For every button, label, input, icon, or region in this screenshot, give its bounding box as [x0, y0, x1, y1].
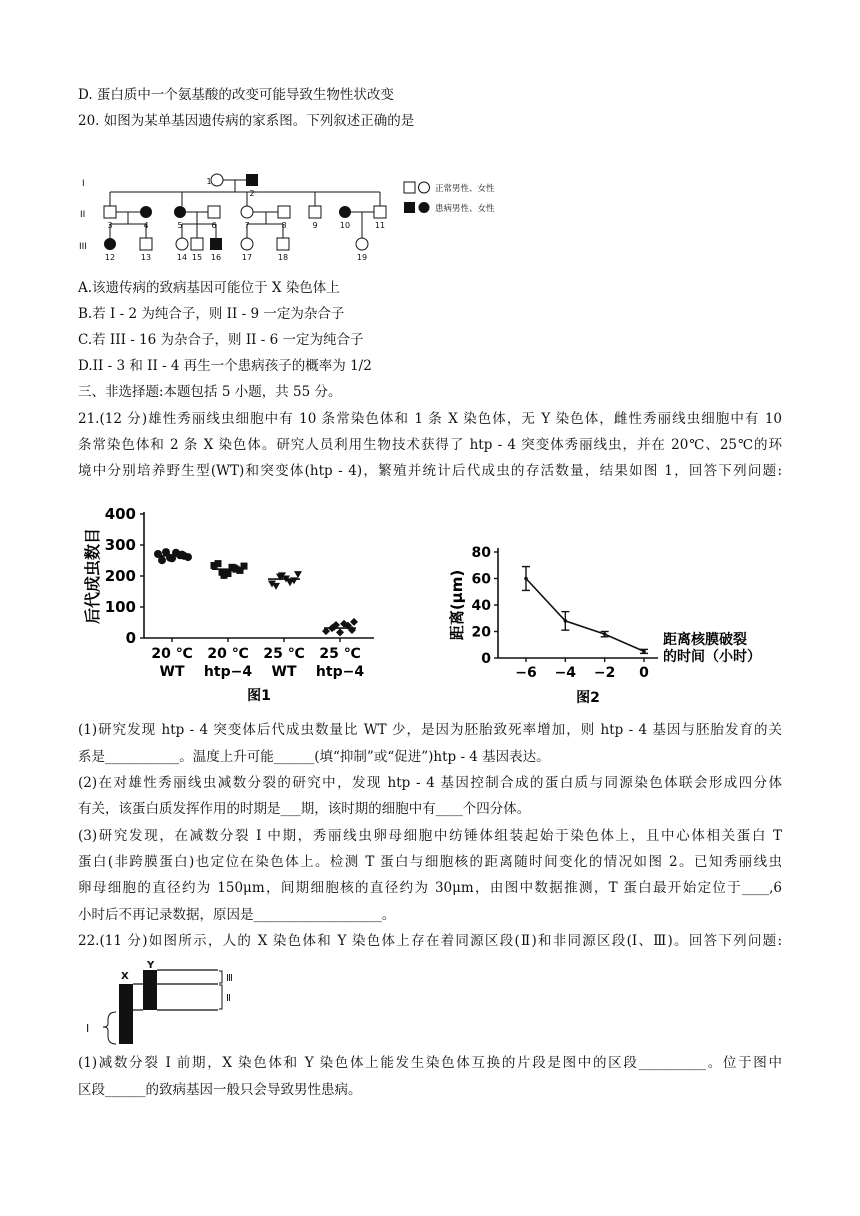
svg-text:3: 3: [107, 221, 113, 230]
fig1-point: [176, 551, 184, 559]
svg-text:12: 12: [104, 253, 116, 262]
figure-2-chart: [448, 530, 788, 708]
fig1-x-tick-label: 20 ℃: [151, 646, 193, 662]
svg-text:1: 1: [206, 177, 212, 186]
fig1-x-tick-label: 25 ℃: [263, 646, 305, 662]
fig1-point: [158, 556, 166, 564]
fig1-caption: 图1: [247, 688, 271, 704]
fig1-point: [336, 628, 344, 636]
legend-normal-female-icon: [419, 182, 430, 193]
question-20-stem: 20. 如图为某单基因遗传病的家系图。下列叙述正确的是: [78, 113, 415, 129]
svg-text:6: 6: [211, 221, 217, 230]
fig2-y-tick-label: 20: [471, 624, 491, 641]
fig1-point: [350, 618, 358, 626]
individual-9: [309, 206, 321, 218]
fig1-point: [215, 560, 222, 567]
individual-19: [356, 238, 368, 250]
fig2-point: [524, 577, 528, 581]
fig2-y-tick-label: 40: [471, 598, 491, 614]
fig2-x-tick-label: −4: [554, 665, 577, 681]
svg-text:10: 10: [339, 221, 351, 230]
fig1-x-tick-label: htp−4: [203, 664, 253, 680]
fig1-point: [221, 572, 228, 579]
fig2-point: [603, 632, 607, 636]
fig1-x-tick-label: WT: [159, 664, 185, 680]
fig1-x-tick-label: 20 ℃: [207, 646, 249, 662]
q21-part1-line2: 系是___________。温度上升可能______(填“抑制”或“促进”)htp - 4 基因表达。: [78, 749, 550, 765]
pedigree-figure: [70, 160, 530, 275]
xy-chromosome-figure: [78, 960, 248, 1050]
legend-normal-male-icon: [404, 182, 415, 193]
x-label: X: [121, 971, 129, 982]
question-21-line-3: 境中分别培养野生型(WT)和突变体(htp - 4)，繁殖并统计后代成虫的存活数量，结果如图 1，回答下列问题:: [78, 463, 782, 479]
svg-text:4: 4: [143, 221, 149, 230]
q22-part1-line1: (1)减数分裂 I 前期，X 染色体和 Y 染色体上能发生染色体互换的片段是图中的区段__________。位于图中: [78, 1055, 782, 1071]
svg-text:11: 11: [374, 221, 386, 230]
q22-part1-line2: 区段______的致病基因一般只会导致男性患病。: [78, 1082, 362, 1098]
fig1-x-tick-label: WT: [271, 664, 297, 680]
fig2-caption: 图2: [576, 690, 600, 706]
section-heading: 三、非选择题:本题包括 5 小题，共 55 分。: [78, 384, 342, 400]
svg-text:13: 13: [140, 253, 152, 262]
legend-affected-label: 患病男性、女性: [435, 204, 495, 214]
legend-affected-female-icon: [419, 202, 430, 213]
question-21-line-1: 21.(12 分)雄性秀丽线虫细胞中有 10 条常染色体和 1 条 X 染色体，无 Y 染色体，雌性秀丽线虫细胞中有 10: [78, 411, 782, 427]
individual-14: [176, 238, 188, 250]
individual-11: [374, 206, 386, 218]
q21-part3-line4: 小时后不再记录数据，原因是___________________。: [78, 907, 396, 923]
svg-text:7: 7: [244, 221, 250, 230]
region-3-label: Ⅲ: [226, 973, 233, 984]
svg-text:15: 15: [191, 253, 203, 262]
individual-8: [278, 206, 290, 218]
fig1-y-tick-label: 100: [104, 598, 136, 616]
fig1-x-tick-label: htp−4: [315, 664, 365, 680]
legend-normal-label: 正常男性、女性: [435, 184, 495, 194]
y-chromosome: [143, 970, 157, 1010]
y-label: Y: [147, 960, 155, 971]
q21-part3-line2: 蛋白(非跨膜蛋白)也定位在染色体上。检测 T 蛋白与细胞核的距离随时间变化的情况如图 2。已知秀丽线虫: [78, 854, 782, 870]
fig1-point: [294, 571, 302, 578]
region-2-label: Ⅱ: [226, 993, 231, 1004]
fig2-x-tick-label: −2: [593, 665, 616, 681]
x-chromosome: [119, 984, 133, 1044]
fig1-y-tick-label: 300: [104, 536, 136, 554]
svg-text:2: 2: [249, 189, 255, 198]
svg-text:14: 14: [176, 253, 188, 262]
q21-part2-line2: 有关，该蛋白质发挥作用的时期是___期，该时期的细胞中有____个四分体。: [78, 801, 531, 817]
fig1-point: [241, 563, 248, 570]
individual-16: [210, 238, 222, 250]
svg-text:8: 8: [281, 221, 287, 230]
fig1-point: [272, 583, 280, 590]
individual-17: [241, 238, 253, 250]
option-a: A.该遗传病的致病基因可能位于 X 染色体上: [78, 280, 340, 296]
individual-18: [277, 238, 289, 250]
fig2-y-tick-label: 0: [481, 651, 491, 667]
individual-5: [174, 206, 186, 218]
fig2-x-label-line2: 的时间（小时）: [663, 649, 761, 665]
fig2-y-label: 距离(μm): [448, 569, 466, 641]
individual-7: [241, 206, 253, 218]
individual-12: [104, 238, 116, 250]
individual-1: [211, 174, 223, 186]
svg-text:5: 5: [177, 221, 183, 230]
fig2-x-tick-label: −6: [515, 665, 537, 681]
option-c: C.若 III - 16 为杂合子，则 II - 6 一定为纯合子: [78, 332, 364, 348]
svg-text:16: 16: [210, 253, 222, 262]
q21-part2-line1: (2)在对雄性秀丽线虫减数分裂的研究中，发现 htp - 4 基因控制合成的蛋白质与同源染色体联会形成四分体: [78, 775, 782, 791]
region-1-label: I: [86, 1022, 90, 1035]
fig1-point: [166, 554, 174, 562]
fig1-y-label: 后代成虫数目: [83, 527, 102, 625]
fig1-point: [231, 564, 238, 571]
individual-2: [246, 174, 258, 186]
svg-text:9: 9: [312, 221, 318, 230]
fig2-x-label-line1: 距离核膜破裂: [663, 632, 747, 648]
individual-13: [140, 238, 152, 250]
figure-1-plot: [83, 505, 374, 704]
gen-label-2: II: [80, 210, 86, 220]
fig1-y-tick-label: 200: [104, 567, 136, 585]
option-d: D.II - 3 和 II - 4 再生一个患病孩子的概率为 1/2: [78, 358, 372, 374]
fig2-series-line: [526, 579, 644, 652]
gen-label-3: III: [79, 242, 87, 252]
individual-4: [140, 206, 152, 218]
fig1-y-tick-label: 0: [125, 629, 136, 647]
figure-2-plot: [448, 545, 761, 706]
question-22-stem: 22.(11 分)如图所示，人的 X 染色体和 Y 染色体上存在着同源区段(Ⅱ)和非同源区段(I、Ⅲ)。回答下列问题:: [78, 933, 782, 949]
individual-15: [191, 238, 203, 250]
individual-3: [104, 206, 116, 218]
q21-part3-line3: 卵母细胞的直径约为 150μm，间期细胞核的直径约为 30μm，由图中数据推测，T 蛋白最开始定位于____,6: [78, 880, 782, 896]
fig2-point: [564, 619, 568, 623]
gen-label-1: I: [82, 179, 85, 189]
svg-text:17: 17: [241, 253, 253, 262]
fig2-y-tick-label: 80: [471, 545, 491, 561]
fig1-x-tick-label: 25 ℃: [319, 646, 361, 662]
q21-part3-line1: (3)研究发现，在减数分裂 I 中期，秀丽线虫卵母细胞中纺锤体组装起始于染色体上，且中心体相关蛋白 T: [78, 828, 782, 844]
fig1-y-tick-label: 400: [104, 505, 136, 523]
legend-affected-male-icon: [404, 202, 415, 213]
individual-6: [208, 206, 220, 218]
option-b: B.若 I - 2 为纯合子，则 II - 9 一定为杂合子: [78, 306, 345, 322]
fig2-y-tick-label: 60: [471, 571, 491, 588]
fig2-point: [642, 650, 646, 654]
svg-text:18: 18: [277, 253, 289, 262]
individual-10: [339, 206, 351, 218]
option-d-line: D. 蛋白质中一个氨基酸的改变可能导致生物性状改变: [78, 87, 394, 103]
fig2-x-tick-label: 0: [639, 665, 649, 681]
question-21-line-2: 条常染色体和 2 条 X 染色体。研究人员利用生物技术获得了 htp - 4 突变体秀丽线虫，并在 20℃、25℃的环: [78, 437, 782, 453]
figure-1-chart: [78, 498, 388, 708]
q21-part1-line1: (1)研究发现 htp - 4 突变体后代成虫数量比 WT 少，是因为胚胎致死率增加，则 htp - 4 基因与胚胎发育的关: [78, 722, 782, 738]
svg-text:19: 19: [356, 253, 368, 262]
